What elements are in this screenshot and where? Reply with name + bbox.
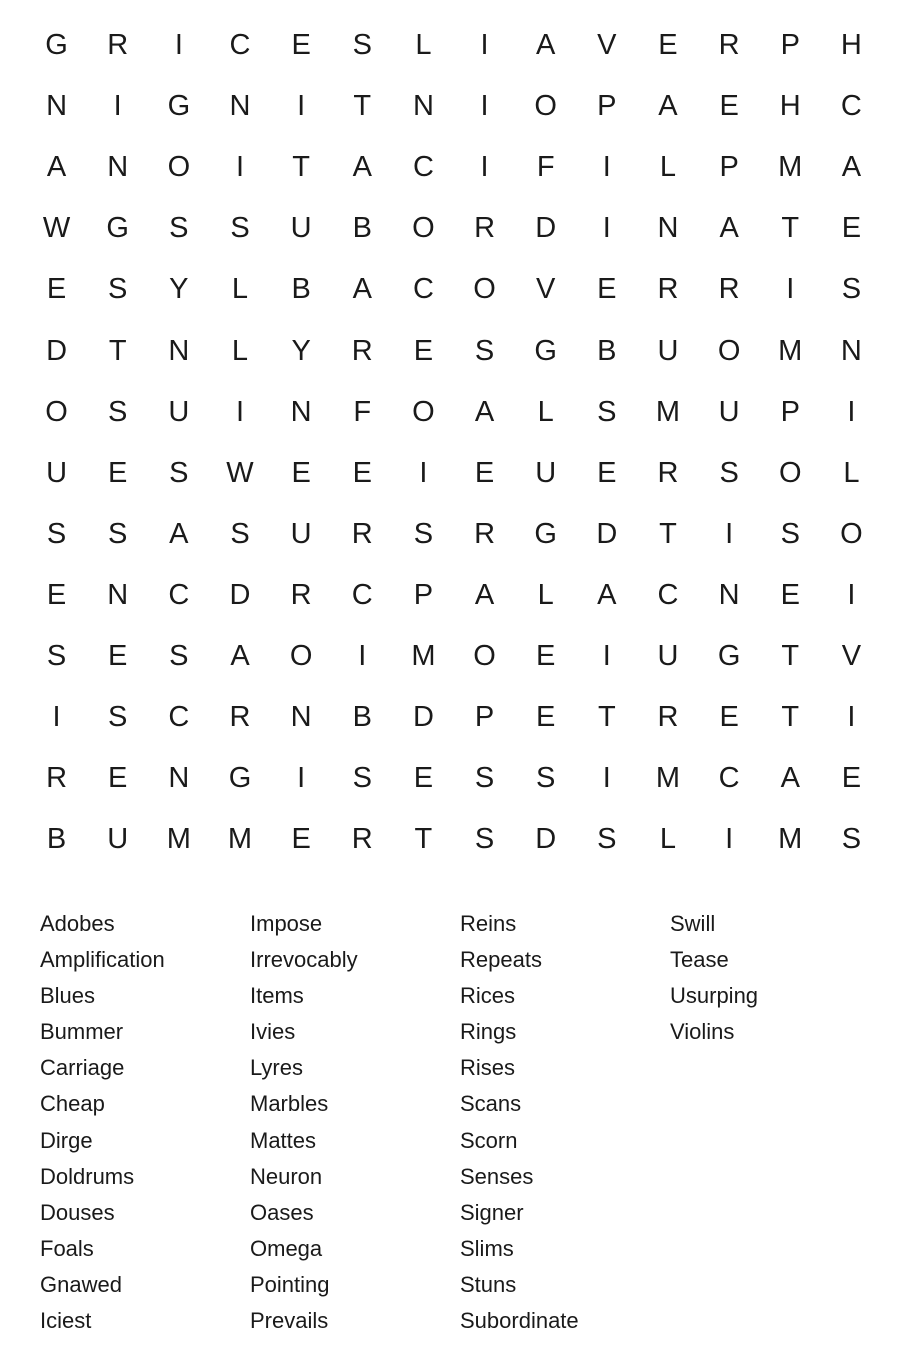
grid-cell[interactable]: R bbox=[351, 334, 373, 367]
grid-cell[interactable]: S bbox=[108, 395, 128, 428]
grid-cell[interactable]: E bbox=[841, 762, 862, 795]
word-list-item: Scans bbox=[460, 1091, 522, 1117]
word-list-item: Rings bbox=[460, 1019, 517, 1045]
grid-cell[interactable]: L bbox=[231, 273, 249, 306]
grid-cell[interactable]: M bbox=[778, 823, 803, 856]
grid-cell[interactable]: I bbox=[786, 273, 795, 306]
grid-cell[interactable]: P bbox=[474, 701, 495, 734]
grid-cell[interactable]: N bbox=[168, 334, 190, 367]
word-list-item: Douses bbox=[40, 1199, 115, 1225]
grid-cell[interactable]: I bbox=[297, 762, 306, 795]
grid-cell[interactable]: E bbox=[780, 578, 800, 611]
grid-cell[interactable]: E bbox=[597, 273, 617, 306]
grid-cell[interactable]: A bbox=[169, 517, 189, 550]
grid-cell[interactable]: V bbox=[841, 639, 862, 672]
grid-cell[interactable]: L bbox=[537, 395, 554, 428]
grid-cell[interactable]: I bbox=[419, 456, 428, 489]
grid-cell[interactable]: S bbox=[108, 701, 128, 734]
grid-cell[interactable]: T bbox=[108, 334, 127, 367]
grid-cell[interactable]: P bbox=[780, 29, 800, 62]
grid-cell[interactable]: D bbox=[412, 701, 434, 734]
grid-cell[interactable]: O bbox=[412, 395, 435, 428]
grid-cell[interactable]: E bbox=[536, 639, 556, 672]
grid-cell[interactable]: U bbox=[718, 395, 740, 428]
grid-cell[interactable]: U bbox=[657, 334, 679, 367]
word-list-item: Ivies bbox=[250, 1019, 296, 1045]
grid-cell[interactable]: M bbox=[655, 762, 681, 795]
word-list-item: Amplification bbox=[40, 947, 165, 973]
word-list-item: Reins bbox=[460, 911, 517, 936]
grid-cell[interactable]: G bbox=[534, 334, 557, 367]
word-list-item: Adobes bbox=[40, 911, 115, 936]
grid-cell[interactable]: A bbox=[658, 90, 678, 123]
word-list-item: Marbles bbox=[250, 1091, 329, 1117]
grid-cell[interactable]: S bbox=[841, 273, 862, 306]
grid-cell[interactable]: G bbox=[228, 762, 252, 795]
grid-cell[interactable]: S bbox=[719, 456, 739, 489]
grid-cell[interactable]: D bbox=[596, 517, 618, 550]
grid-cell[interactable]: P bbox=[413, 578, 434, 611]
word-list-item: Irrevocably bbox=[250, 947, 358, 973]
grid-cell[interactable]: E bbox=[291, 29, 311, 62]
grid-cell[interactable]: E bbox=[108, 639, 128, 672]
grid-cell[interactable]: C bbox=[718, 762, 740, 795]
grid-cell[interactable]: S bbox=[230, 212, 250, 245]
word-list-item: Neuron bbox=[250, 1163, 323, 1189]
grid-cell[interactable]: L bbox=[537, 578, 554, 611]
grid-cell[interactable]: R bbox=[657, 456, 679, 489]
grid-cell[interactable]: G bbox=[45, 29, 68, 62]
grid-cell[interactable]: T bbox=[597, 701, 616, 734]
grid-cell[interactable]: N bbox=[107, 151, 129, 184]
grid-cell[interactable]: N bbox=[657, 212, 679, 245]
grid-cell[interactable]: O bbox=[534, 90, 557, 123]
grid-cell[interactable]: B bbox=[291, 273, 311, 306]
grid-cell[interactable]: T bbox=[781, 701, 800, 734]
grid-cell[interactable]: R bbox=[351, 517, 373, 550]
grid-cell[interactable]: I bbox=[602, 639, 611, 672]
grid-cell[interactable]: U bbox=[290, 212, 312, 245]
grid-cell[interactable]: O bbox=[412, 212, 435, 245]
word-list-item: Lyres bbox=[250, 1055, 303, 1081]
grid-cell[interactable]: I bbox=[480, 90, 489, 123]
word-list-item: Blues bbox=[40, 983, 96, 1009]
grid-cell[interactable]: F bbox=[353, 395, 372, 428]
grid-cell[interactable]: E bbox=[719, 701, 739, 734]
grid-cell[interactable]: A bbox=[536, 29, 556, 62]
word-list-item: Bummer bbox=[40, 1019, 124, 1045]
grid-cell[interactable]: S bbox=[474, 762, 495, 795]
grid-cell[interactable]: O bbox=[717, 334, 741, 367]
grid-cell[interactable]: E bbox=[291, 456, 311, 489]
grid-cell[interactable]: C bbox=[412, 273, 434, 306]
grid-cell[interactable]: S bbox=[536, 762, 556, 795]
letter-grid[interactable] bbox=[26, 15, 882, 870]
grid-cell[interactable]: W bbox=[226, 456, 254, 489]
grid-cell[interactable]: L bbox=[231, 334, 249, 367]
grid-cell[interactable]: P bbox=[719, 151, 739, 184]
word-list-item: Senses bbox=[460, 1163, 534, 1189]
grid-cell[interactable]: I bbox=[113, 90, 122, 123]
grid-cell[interactable]: R bbox=[46, 762, 68, 795]
word-list-item: Signer bbox=[460, 1199, 524, 1225]
grid-cell[interactable]: U bbox=[657, 639, 679, 672]
grid-cell[interactable]: S bbox=[352, 29, 372, 62]
grid-cell[interactable]: C bbox=[840, 90, 862, 123]
grid-cell[interactable]: T bbox=[781, 639, 800, 672]
grid-cell[interactable]: E bbox=[46, 578, 67, 611]
grid-cell[interactable]: I bbox=[297, 90, 306, 123]
grid-cell[interactable]: R bbox=[107, 29, 129, 62]
grid-cell[interactable]: N bbox=[168, 762, 190, 795]
word-list-item: Tease bbox=[670, 947, 729, 973]
grid-cell[interactable]: E bbox=[719, 90, 739, 123]
grid-cell[interactable]: S bbox=[169, 456, 189, 489]
word-list-item: Stuns bbox=[460, 1271, 517, 1297]
grid-cell[interactable]: C bbox=[229, 29, 251, 62]
grid-cell[interactable]: N bbox=[718, 578, 740, 611]
grid-cell[interactable]: E bbox=[597, 456, 617, 489]
word-list-item: Gnawed bbox=[40, 1271, 122, 1297]
grid-cell[interactable]: O bbox=[778, 456, 802, 489]
grid-cell[interactable]: A bbox=[597, 578, 617, 611]
word-list-item: Slims bbox=[460, 1235, 514, 1261]
grid-cell[interactable]: H bbox=[840, 29, 862, 62]
grid-cell[interactable]: I bbox=[725, 517, 734, 550]
grid-cell[interactable]: S bbox=[108, 517, 128, 550]
grid-cell[interactable]: I bbox=[602, 151, 611, 184]
grid-cell[interactable]: O bbox=[289, 639, 313, 672]
grid-cell[interactable]: C bbox=[412, 151, 434, 184]
word-list-item: Carriage bbox=[40, 1055, 125, 1081]
grid-cell[interactable]: L bbox=[415, 29, 432, 62]
grid-cell[interactable]: I bbox=[602, 762, 611, 795]
grid-cell[interactable]: G bbox=[534, 517, 557, 550]
grid-cell[interactable]: A bbox=[474, 578, 495, 611]
grid-cell[interactable]: I bbox=[847, 701, 856, 734]
grid-cell[interactable]: A bbox=[352, 273, 372, 306]
grid-cell[interactable]: G bbox=[717, 639, 741, 672]
grid-cell[interactable]: H bbox=[779, 90, 801, 123]
grid-cell[interactable]: U bbox=[107, 823, 129, 856]
grid-cell[interactable]: U bbox=[290, 517, 312, 550]
word-list-item: Subordinate bbox=[460, 1308, 579, 1334]
grid-cell[interactable]: S bbox=[352, 762, 372, 795]
grid-cell[interactable]: I bbox=[480, 29, 489, 62]
grid-cell[interactable]: V bbox=[597, 29, 617, 62]
grid-cell[interactable]: U bbox=[46, 456, 68, 489]
grid-cell[interactable]: A bbox=[841, 151, 862, 184]
grid-cell[interactable]: L bbox=[659, 151, 677, 184]
grid-cell[interactable]: B bbox=[352, 212, 372, 245]
grid-cell[interactable]: B bbox=[597, 334, 617, 367]
grid-cell[interactable]: O bbox=[45, 395, 68, 428]
grid-cell[interactable]: N bbox=[290, 701, 312, 734]
grid-cell[interactable]: L bbox=[659, 823, 677, 856]
grid-cell[interactable]: I bbox=[358, 639, 367, 672]
grid-cell[interactable]: E bbox=[108, 456, 128, 489]
grid-cell[interactable]: V bbox=[536, 273, 556, 306]
grid-cell[interactable]: C bbox=[168, 701, 190, 734]
grid-cell[interactable]: T bbox=[659, 517, 677, 550]
grid-cell[interactable]: T bbox=[353, 90, 372, 123]
grid-cell[interactable]: R bbox=[718, 29, 740, 62]
grid-cell[interactable]: N bbox=[229, 90, 251, 123]
grid-cell[interactable]: I bbox=[235, 395, 245, 428]
grid-cell[interactable]: E bbox=[474, 456, 495, 489]
grid-cell[interactable]: R bbox=[657, 273, 679, 306]
grid-cell[interactable]: W bbox=[42, 212, 71, 245]
grid-cell[interactable]: B bbox=[46, 823, 67, 856]
grid-cell[interactable]: I bbox=[602, 212, 611, 245]
grid-cell[interactable]: M bbox=[411, 639, 436, 672]
grid-cell[interactable]: Y bbox=[169, 273, 189, 306]
grid-cell[interactable]: O bbox=[473, 639, 496, 672]
grid-cell[interactable]: S bbox=[46, 639, 67, 672]
grid-cell[interactable]: R bbox=[229, 701, 251, 734]
grid-cell[interactable]: E bbox=[413, 762, 434, 795]
grid-cell[interactable]: M bbox=[778, 151, 803, 184]
word-list-item: Foals bbox=[40, 1235, 94, 1261]
grid-cell[interactable]: S bbox=[474, 334, 495, 367]
grid-cell[interactable]: N bbox=[107, 578, 129, 611]
grid-cell[interactable]: N bbox=[46, 90, 68, 123]
grid-cell[interactable]: R bbox=[290, 578, 312, 611]
grid-cell[interactable]: I bbox=[847, 395, 856, 428]
grid-cell[interactable]: S bbox=[780, 517, 800, 550]
grid-cell[interactable]: R bbox=[657, 701, 679, 734]
grid-cell[interactable]: O bbox=[167, 151, 191, 184]
grid-cell[interactable]: P bbox=[597, 90, 617, 123]
word-list-item: Omega bbox=[250, 1235, 323, 1261]
grid-cell[interactable]: I bbox=[174, 29, 183, 62]
grid-cell[interactable]: N bbox=[840, 334, 862, 367]
grid-cell[interactable]: S bbox=[169, 212, 189, 245]
grid-cell[interactable]: A bbox=[474, 395, 495, 428]
word-list-item: Prevails bbox=[250, 1308, 329, 1334]
word-list bbox=[40, 906, 880, 1339]
grid-cell[interactable]: A bbox=[46, 151, 67, 184]
grid-cell[interactable]: D bbox=[46, 334, 68, 367]
grid-cell[interactable]: E bbox=[536, 701, 556, 734]
grid-cell[interactable]: S bbox=[413, 517, 434, 550]
grid-cell[interactable]: R bbox=[351, 823, 373, 856]
grid-cell[interactable]: S bbox=[169, 639, 189, 672]
grid-cell[interactable]: E bbox=[352, 456, 372, 489]
word-list-column bbox=[670, 906, 880, 1339]
word-list-item: Mattes bbox=[250, 1127, 317, 1153]
word-list-item: Impose bbox=[250, 911, 323, 936]
grid-cell[interactable]: E bbox=[46, 273, 67, 306]
word-list-item: Iciest bbox=[40, 1308, 92, 1334]
grid-cell[interactable]: M bbox=[778, 334, 803, 367]
grid-cell[interactable]: R bbox=[474, 517, 496, 550]
grid-cell[interactable]: S bbox=[597, 395, 617, 428]
grid-cell[interactable]: S bbox=[46, 517, 67, 550]
grid-cell[interactable]: N bbox=[412, 90, 434, 123]
grid-cell[interactable]: T bbox=[781, 212, 800, 245]
grid-cell[interactable]: A bbox=[780, 762, 800, 795]
word-list-item: Repeats bbox=[460, 947, 542, 973]
word-list-item: Doldrums bbox=[40, 1163, 135, 1189]
grid-cell[interactable]: A bbox=[230, 639, 250, 672]
word-list-item: Dirge bbox=[40, 1127, 93, 1153]
word-list-item: Rices bbox=[460, 983, 516, 1009]
grid-cell[interactable]: A bbox=[352, 151, 372, 184]
grid-cell[interactable]: S bbox=[230, 517, 250, 550]
grid-cell[interactable]: I bbox=[847, 578, 856, 611]
grid-cell[interactable]: E bbox=[291, 823, 311, 856]
grid-cell[interactable]: C bbox=[351, 578, 373, 611]
word-list-item: Usurping bbox=[670, 983, 759, 1009]
word-list-item: Rises bbox=[460, 1055, 516, 1081]
grid-cell[interactable]: I bbox=[235, 151, 245, 184]
grid-cell[interactable]: D bbox=[535, 823, 557, 856]
grid-cell[interactable]: E bbox=[658, 29, 678, 62]
grid-cell[interactable]: M bbox=[655, 395, 681, 428]
grid-cell[interactable]: U bbox=[535, 456, 557, 489]
grid-cell[interactable]: I bbox=[52, 701, 61, 734]
grid-cell[interactable]: E bbox=[108, 762, 128, 795]
grid-cell[interactable]: S bbox=[597, 823, 617, 856]
word-list-item: Pointing bbox=[250, 1271, 330, 1297]
word-list-item: Items bbox=[250, 983, 304, 1009]
word-list-item: Cheap bbox=[40, 1091, 105, 1117]
grid-cell[interactable]: I bbox=[480, 151, 489, 184]
word-list-column bbox=[460, 906, 670, 1339]
word-list-item: Scorn bbox=[460, 1127, 518, 1153]
grid-cell[interactable]: S bbox=[474, 823, 495, 856]
grid-cell[interactable]: A bbox=[719, 212, 739, 245]
grid-cell[interactable]: U bbox=[168, 395, 190, 428]
word-list-column bbox=[250, 906, 460, 1339]
grid-cell[interactable]: C bbox=[168, 578, 190, 611]
grid-cell[interactable]: S bbox=[108, 273, 128, 306]
grid-cell[interactable]: D bbox=[229, 578, 251, 611]
grid-cell[interactable]: S bbox=[841, 823, 862, 856]
grid-cell[interactable]: M bbox=[166, 823, 191, 856]
grid-cell[interactable]: G bbox=[167, 90, 191, 123]
word-list-item: Violins bbox=[670, 1019, 735, 1045]
grid-cell[interactable]: D bbox=[535, 212, 557, 245]
grid-cell[interactable]: L bbox=[843, 456, 860, 489]
grid-cell[interactable]: T bbox=[292, 151, 310, 184]
grid-cell[interactable]: E bbox=[413, 334, 434, 367]
grid-cell[interactable]: F bbox=[536, 151, 555, 184]
grid-cell[interactable]: E bbox=[841, 212, 862, 245]
word-list-column bbox=[40, 906, 250, 1339]
grid-cell[interactable]: C bbox=[657, 578, 679, 611]
grid-cell[interactable]: O bbox=[840, 517, 863, 550]
grid-cell[interactable]: O bbox=[473, 273, 496, 306]
word-list-item: Oases bbox=[250, 1199, 314, 1225]
grid-cell[interactable]: G bbox=[106, 212, 129, 245]
grid-cell[interactable]: R bbox=[474, 212, 496, 245]
word-list-item: Swill bbox=[670, 911, 716, 936]
grid-cell[interactable]: P bbox=[780, 395, 800, 428]
grid-cell[interactable]: N bbox=[290, 395, 312, 428]
grid-cell[interactable]: Y bbox=[291, 334, 311, 367]
grid-cell[interactable]: T bbox=[414, 823, 433, 856]
grid-cell[interactable]: B bbox=[352, 701, 372, 734]
grid-cell[interactable]: M bbox=[227, 823, 253, 856]
grid-cell[interactable]: I bbox=[725, 823, 734, 856]
grid-cell[interactable]: R bbox=[718, 273, 740, 306]
